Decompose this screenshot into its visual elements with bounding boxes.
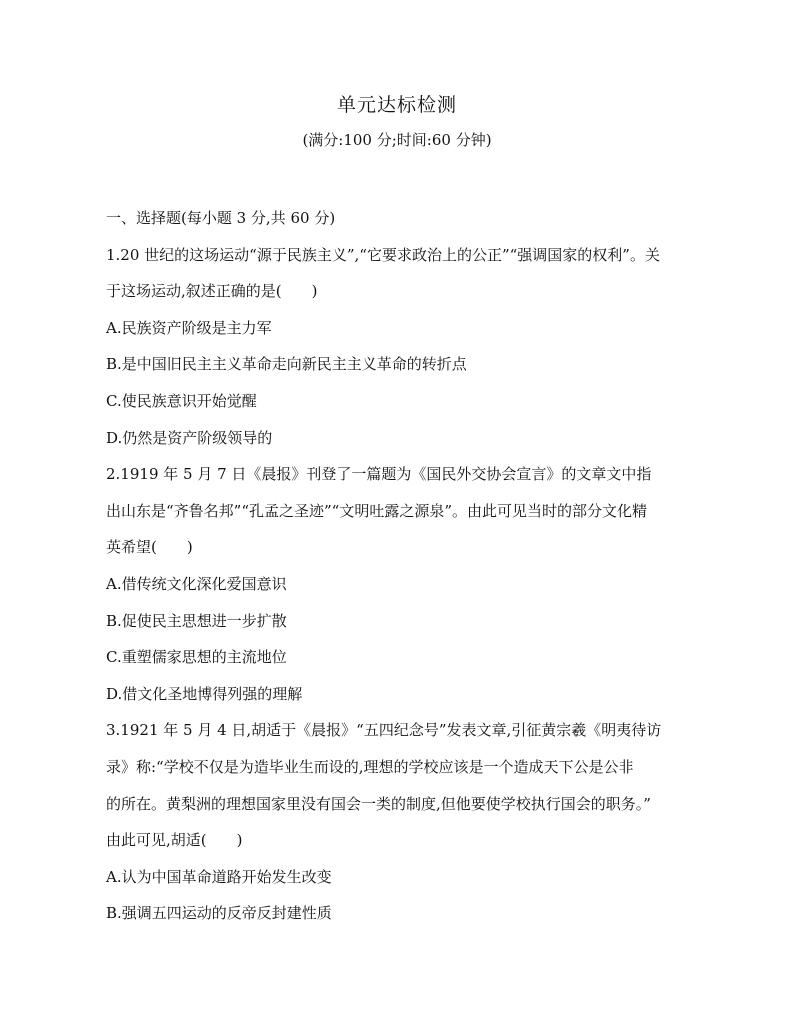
exam-content (106, 200, 696, 932)
option-b: B.强调五四运动的反帝反封建性质 (106, 904, 332, 923)
option-a: A.认为中国革命道路开始发生改变 (106, 867, 332, 886)
question-stem-line: 由此可见,胡适( ) (106, 831, 243, 850)
question-stem-line: 的所在。黄梨洲的理想国家里没有国会一类的制度,但他要使学校执行国会的职务。” (106, 794, 651, 813)
question-stem-line: 于这场运动,叙述正确的是( ) (106, 282, 318, 301)
question-stem-line: 3.1921 年 5 月 4 日,胡适于《晨报》“五四纪念号”发表文章,引征黄宗羲《明夷待访 (106, 721, 662, 740)
question-2 (106, 456, 696, 712)
option-c: C.使民族意识开始觉醒 (106, 391, 257, 410)
question-stem-line: 录》称:“学校不仅是为造毕业生而设的,理想的学校应该是一个造成天下公是公非 (106, 757, 634, 776)
question-stem-line: 1.20 世纪的这场运动“源于民族主义”,“它要求政治上的公正”“强调国家的权利”。关 (106, 245, 660, 264)
question-1 (106, 237, 696, 457)
page-title: 单元达标检测 (336, 94, 457, 116)
option-a: A.民族资产阶级是主力军 (106, 318, 272, 337)
question-stem-line: 英希望( ) (106, 538, 193, 557)
option-b: B.促使民主思想进一步扩散 (106, 611, 287, 630)
question-stem-line: 出山东是“齐鲁名邦”“孔孟之圣迹”“文明吐露之源泉”。由此可见当时的部分文化精 (106, 501, 648, 520)
option-b: B.是中国旧民主主义革命走向新民主主义革命的转折点 (106, 355, 467, 374)
question-3 (106, 712, 696, 932)
option-a: A.借传统文化深化爱国意识 (106, 574, 287, 593)
section-heading: 一、选择题(每小题 3 分,共 60 分) (106, 209, 336, 227)
option-c: C.重塑儒家思想的主流地位 (106, 648, 287, 667)
option-d: D.借文化圣地博得列强的理解 (106, 684, 303, 703)
question-stem-line: 2.1919 年 5 月 7 日《晨报》刊登了一篇题为《国民外交协会宣言》的文章文中指 (106, 465, 652, 484)
option-d: D.仍然是资产阶级领导的 (106, 428, 273, 447)
page-subtitle: (满分:100 分;时间:60 分钟) (302, 131, 492, 149)
